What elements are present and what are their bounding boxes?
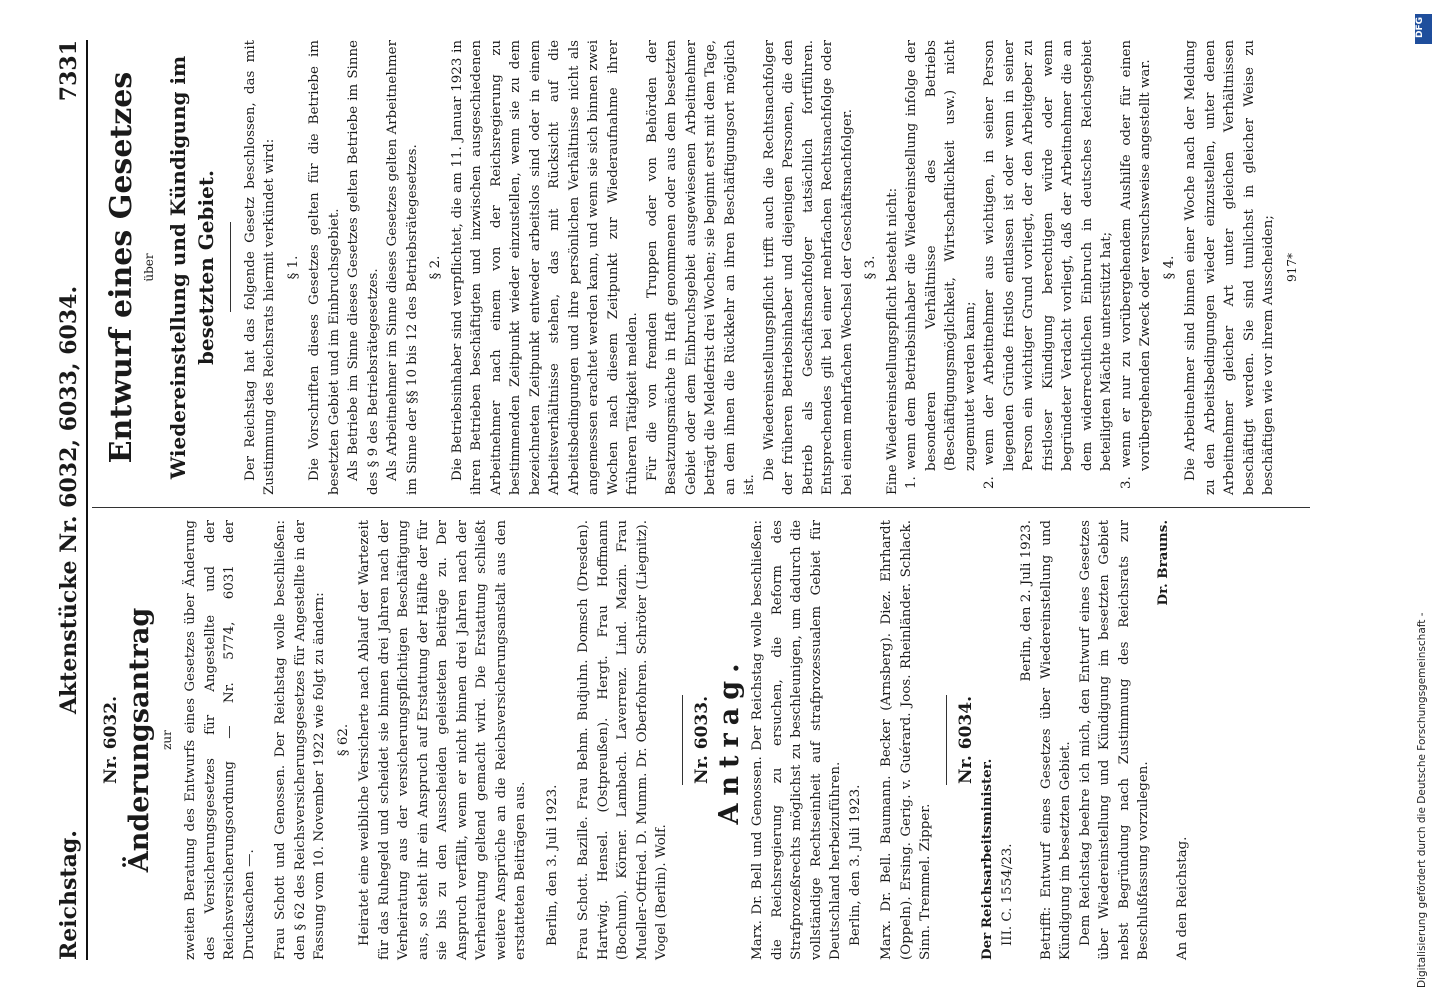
section-number-6033: Nr. 6033. [691, 696, 712, 785]
paragraph: Die Arbeitnehmer sind binnen einer Woche nach der Meldung zu den Arbeitsbedingungen wieder einzustellen, unter denen Arbeitnehmer gleicher Art unter gleichen Verhältnissen beschäftigt werden. Sie sind tunlichst in gleicher Weise zu beschäftigen wie vor ihrem Ausscheiden; [1183, 40, 1276, 495]
page-number: 7331 [56, 40, 82, 102]
heading-antrag: Antrag. [714, 655, 745, 825]
header-left: Reichstag. [56, 830, 82, 960]
separator-rule [946, 695, 947, 785]
signers: Marx. Dr. Bell. Baumann. Becker (Arnsberg). Diez. Ehrhardt (Oppeln). Ersing. Gerig. v. Guérard. Joos. Rheinländer. Schlack. Sinn. Tremmel. Zipper. [879, 520, 933, 960]
paragraph: zweiten Beratung des Entwurfs eines Gesetzes über Änderung des Versicherungsgesetzes für Angestellte und der Reichsversicherungsordnung — Nr. 5774, 6031 der Drucksachen —. [183, 520, 257, 960]
right-column [92, 40, 1310, 495]
header-title: Aktenstücke Nr. 6032, 6033, 6034. [56, 285, 82, 715]
section-marker: § 1. [285, 255, 301, 280]
section-marker: § 2. [428, 255, 443, 280]
column-divider [92, 507, 1310, 508]
date-line: Berlin, den 3. Juli 1923. [544, 784, 560, 946]
section-marker: § 62. [335, 723, 351, 757]
section-marker: § 4. [1161, 255, 1177, 280]
paragraph: Die Vorschriften dieses Gesetzes gelten für die Betriebe im besetzten Gebiet und im Einbruchsgebiet. [307, 40, 342, 495]
paragraph: Heiratet eine weibliche Versicherte nach Ablauf der Wartezeit für das Ruhegeld und scheidet sie binnen drei Jahren nach der Verheiratung aus der versicherungspflichtigen Beschäftigung aus, so steht ihr ein Anspruch auf Erstattung der Hälfte der für sie bis zu den Ausscheiden geleisteten Beiträge zu. Der Anspruch verfällt, wenn er nicht binnen drei Jahren nach der Verheiratung geltend gemacht wird. Die Erstattung schließt weitere Ansprüche an die Reichsversicherungsanstalt aus den erstatteten Beiträgen aus. [357, 520, 528, 960]
heading-entwurf: Entwurf eines Gesetzes [104, 71, 139, 464]
list-item: 1. wenn dem Betriebsinhaber die Wiedereinstellung infolge der besonderen Verhältnisse des Betriebs (Beschäftigungsmöglichkeit, Wirtschaftlichkeit usw.) nicht zugemutet werden kann; [904, 40, 978, 489]
section-number-6034: Nr. 6034. [955, 696, 976, 785]
heading-zur: zur [159, 730, 174, 750]
paragraph: Als Arbeitnehmer im Sinne dieses Gesetzes gelten Arbeitnehmer im Sinne der §§ 10 bis 12 des Betriebsrätegesetzes. [385, 40, 420, 495]
section-marker: § 3. [863, 255, 878, 280]
page-header [52, 40, 88, 960]
digitization-watermark [1414, 8, 1434, 992]
list-item: 2. wenn der Arbeitnehmer aus wichtigen, in seiner Person liegenden Gründe fristlos entlassen ist oder wenn in seiner Person ein wichtiger Grund vorliegt, der den Arbeitgeber zu fristloser Kündigung berechtigen würde oder wenn begründeter Verdacht vorliegt, daß der Arbeitnehmer die an dem widerrechtlichen Einbruch in deutsches Reichsgebiet beteiligten Mächte unterstützt hat; [982, 40, 1114, 489]
left-column [92, 520, 1310, 960]
paragraph: Frau Schott und Genossen. Der Reichstag wolle beschließen: den § 62 des Reichsversicherungsgesetzes für Angestellte in der Fassung vom 10. November 1922 wie folgt zu ändern: [273, 520, 327, 960]
paragraph: Der Reichstag hat das folgende Gesetz beschlossen, das mit Zustimmung des Reichsrats hiermit verkündet wird: [242, 40, 277, 495]
paragraph: Dem Reichstag beehre ich mich, den Entwurf eines Gesetzes über Wiedereinstellung und Kündigung im besetzten Gebiet nebst Begründung nach Zustimmung des Reichsrats zur Beschlußfassung vorzulegen. [1077, 520, 1151, 960]
signature: Dr. Brauns. [1154, 520, 1171, 606]
sheet-number: 917* [1284, 253, 1299, 282]
minister-line: Der Reichsarbeitsminister. [979, 758, 995, 960]
paragraph: Die Betriebsinhaber sind verpflichtet, die am 11. Januar 1923 in ihren Betrieben beschäftigten und inzwischen ausgeschiedenen Arbeitnehmer nach einem von der Reichsregierung zu bestimmenden Zeitpunkt wieder einzustellen, wenn sie zu dem bezeichneten Zeitpunkt entweder arbeitslos sind oder in einem Arbeitsverhältnisse stehen, das mit Rücksicht auf die Arbeitsbedingungen und ihre persönlichen Verhältnisse nicht als angemessen erachtet werden kann, und wenn sie sich binnen zwei Wochen nach diesem Zeitpunkt zur Wiederaufnahme ihrer früheren Tätigkeit melden. [449, 40, 640, 495]
paragraph: Für die von fremden Truppen oder von Behörden der Besatzungsmächte in Haft genommenen oder aus dem besetzten Gebiet oder dem Einbruchsgebiet ausgewiesenen Arbeitnehmer beträgt die Meldefrist drei Wochen; sie beginnt erst mit dem Tage, an dem ihnen die Rückkehr an ihren Beschäftigungsort möglich ist. [644, 40, 757, 495]
reference-number: III. C. 1554/23. [999, 843, 1015, 946]
heading-aenderungsantrag: Änderungsantrag [123, 607, 155, 873]
list-item: 3. wenn er nur zu vorübergehendem Aushilfe oder für einen vorübergehenden Zweck oder versuchsweise angestellt war. [1118, 40, 1153, 489]
separator-rule [230, 223, 231, 313]
heading-ueber: über [142, 253, 156, 282]
separator-rule [682, 695, 683, 785]
section-number-6032: Nr. 6032. [101, 696, 121, 785]
paragraph: Als Betriebe im Sinne dieses Gesetzes gelten Betriebe im Sinne des § 9 des Betriebsrätegesetzes. [346, 40, 381, 495]
paragraph: Die Wiedereinstellungspflicht trifft auch die Rechtsnachfolger der früheren Betriebsinhaber und diejenigen Personen, die den Betrieb als Geschäftsnachfolger tatsächlich fortführen. Entsprechendes gilt bei einer mehrfachen Rechtsnachfolge oder bei einem mehrfachen Wechsel der Geschäftsnachfolger. [761, 40, 855, 495]
subheading: Wiedereinstellung und Kündigung im besetzten Gebiet. [165, 55, 218, 480]
addressee: An den Reichstag. [1175, 836, 1190, 960]
date-line: Berlin, den 2. Juli 1923. [1019, 520, 1034, 682]
date-line: Berlin, den 3. Juli 1923. [847, 784, 863, 946]
paragraph: Marx. Dr. Bell und Genossen. Der Reichstag wolle beschließen: die Reichsregierung zu ersuchen, die Reform des Strafprozeßrechts möglichst zu beschleunigen, um dadurch die vollständige Rechtseinheit auf strafprozessualem Gebiet für Deutschland herbeizuführen. [750, 520, 843, 960]
dfg-logo-text: DFG [1415, 16, 1425, 38]
signers: Frau Schott. Bazille. Frau Behm. Budjuhn. Domsch (Dresden). Hartwig. Hensel. (Ostpreußen). Hergt. Frau Hoffmann (Bochum). Körner. Lambach. Laverrenz. Lind. Mazin. Frau Mueller-Otfried. D. Mumm. Dr. Oberfohren. Schröter (Liegnitz). Vogel (Berlin). Wolf. [576, 520, 669, 960]
betrifft-line: Betrifft: Entwurf eines Gesetzes über Wiedereinstellung und Kündigung im besetzten Gebiet. [1038, 520, 1073, 960]
paragraph: Eine Wiedereinstellungspflicht besteht nicht: [884, 187, 900, 495]
watermark-text: Digitalisierung gefördert durch die Deutsche Forschungsgemeinschaft - [1416, 612, 1428, 988]
